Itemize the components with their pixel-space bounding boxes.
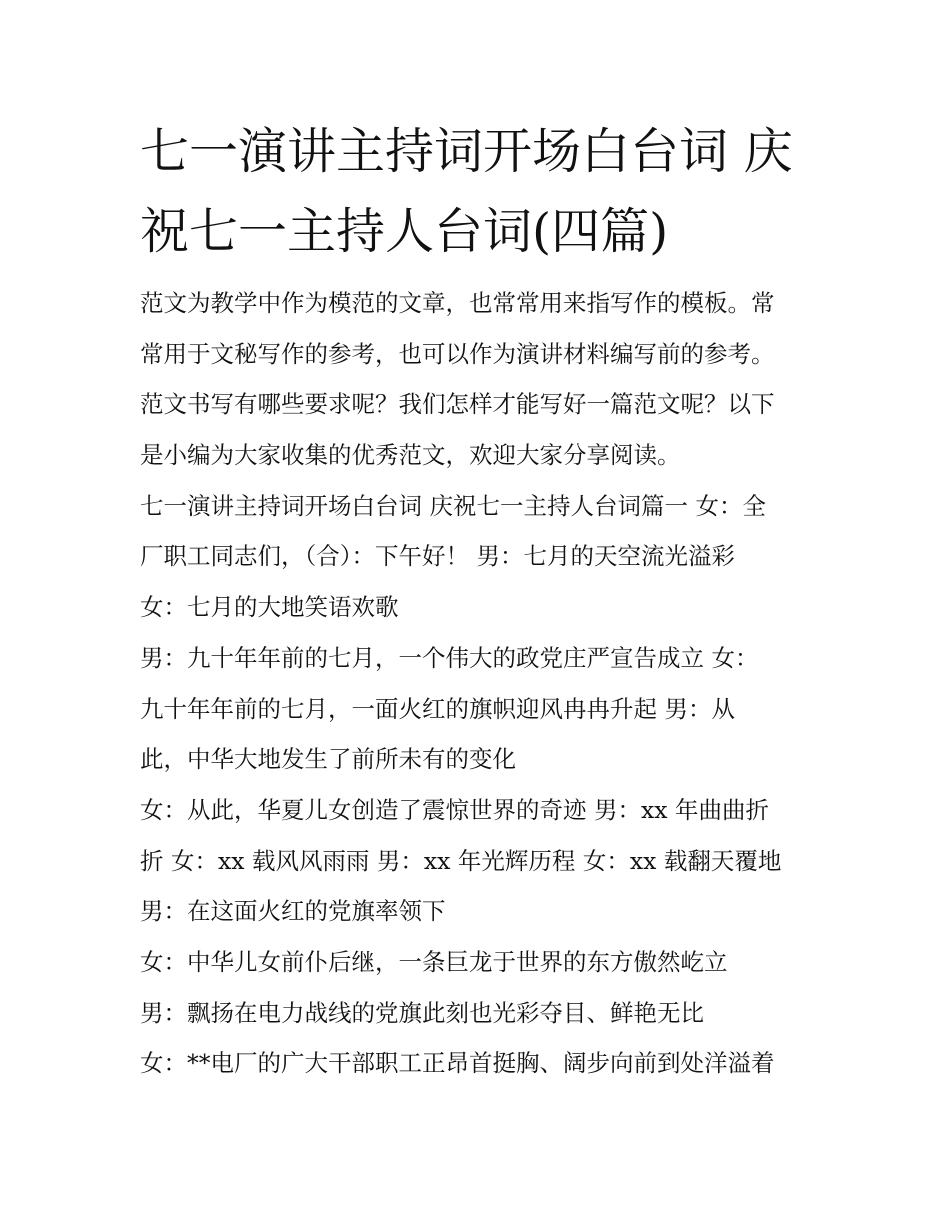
body-line: 男：飘扬在电力战线的党旗此刻也光彩夺目、鲜艳无比 <box>140 998 704 1027</box>
title-line: 七一演讲主持词开场白台词 庆 <box>140 123 793 180</box>
body-line: 女：中华儿女前仆后继，一条巨龙于世界的东方傲然屹立 <box>140 947 728 976</box>
document-body <box>140 278 820 1089</box>
body-line: 男：九十年年前的七月，一个伟大的政党庄严宣告成立 女： <box>140 643 759 672</box>
body-line: 女：从此，华夏儿女创造了震惊世界的奇迹 男：xx 年曲曲折 <box>140 795 769 824</box>
body-line: 女：**电厂的广大干部职工正昂首挺胸、阔步向前到处洋溢着 <box>140 1049 775 1078</box>
body-line: 九十年年前的七月，一面火红的旗帜迎风冉冉升起 男：从 <box>140 694 735 723</box>
body-line: 厂职工同志们，（合）：下午好！ 男：七月的天空流光溢彩 <box>140 542 735 571</box>
title-line: 祝七一主持人台词(四篇) <box>140 203 669 260</box>
body-line: 男：在这面火红的党旗率领下 <box>140 897 446 926</box>
body-line: 折 女：xx 载风风雨雨 男：xx 年光辉历程 女：xx 载翻天覆地 <box>140 846 782 875</box>
document-title <box>140 112 820 272</box>
body-line: 是小编为大家收集的优秀范文，欢迎大家分享阅读。 <box>140 441 681 470</box>
body-line: 此，中华大地发生了前所未有的变化 <box>140 745 516 774</box>
body-line: 范文书写有哪些要求呢？我们怎样才能写好一篇范文呢？以下 <box>140 390 775 419</box>
body-line: 七一演讲主持词开场白台词 庆祝七一主持人台词篇一 女：全 <box>140 491 766 520</box>
body-line: 常用于文秘写作的参考，也可以作为演讲材料编写前的参考。 <box>140 339 775 368</box>
body-line: 范文为教学中作为模范的文章，也常常用来指写作的模板。常 <box>140 289 775 317</box>
body-line: 女：七月的大地笑语欢歌 <box>140 593 399 622</box>
